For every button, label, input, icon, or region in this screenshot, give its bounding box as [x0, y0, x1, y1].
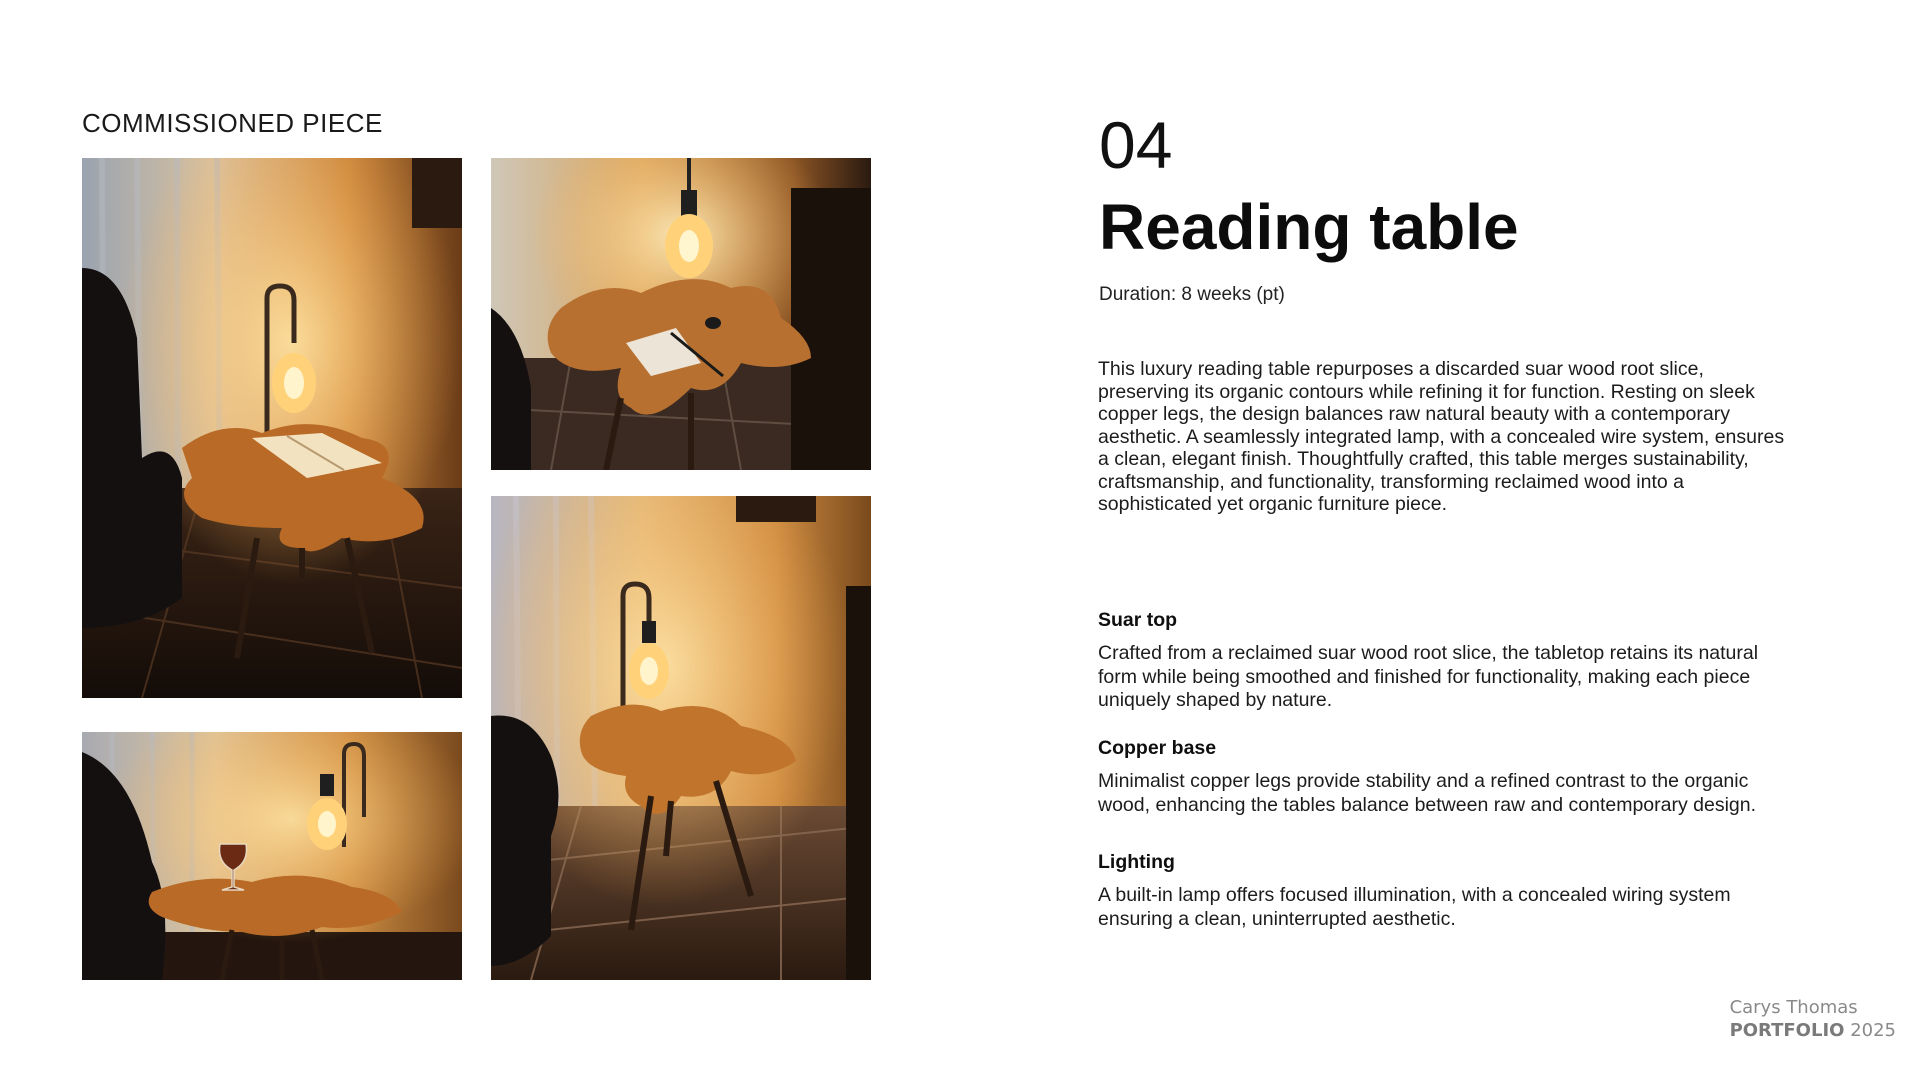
project-title: Reading table: [1099, 191, 1519, 263]
footer-year: 2025: [1850, 1020, 1896, 1041]
footer: [1730, 996, 1896, 1042]
photo-table-with-envelope: [491, 158, 871, 470]
feature-title: Copper base: [1098, 737, 1217, 759]
feature-copper-base: [1098, 737, 1788, 817]
photo-table-with-glass: [82, 732, 462, 980]
project-duration: Duration: 8 weeks (pt): [1099, 284, 1285, 305]
project-description: This luxury reading table repurposes a discarded suar wood root slice, preserving its organic contours while refining it for function. Resting on sleek copper legs, the design balances raw natural beauty with a contemporary aesthetic. A seamlessly integrated lamp, with a concealed wire system, ensures a clean, elegant finish. Thoughtfully crafted, this table merges sustainability, craftsmanship, and functionality, transforming reclaimed wood into a sophisticated yet organic furniture piece.: [1098, 358, 1785, 515]
photo-table-with-lamp: [491, 496, 871, 980]
feature-text: Crafted from a reclaimed suar wood root slice, the tabletop retains its natural form while being smoothed and finished for functionality, making each piece uniquely shaped by nature.: [1098, 642, 1759, 711]
section-label: COMMISSIONED PIECE: [82, 108, 383, 138]
project-number: 04: [1099, 108, 1173, 182]
feature-lighting: [1098, 851, 1788, 931]
feature-text: Minimalist copper legs provide stability and a refined contrast to the organic wood, enhancing the tables balance between raw and contemporary design.: [1098, 770, 1757, 816]
feature-suar-top: [1098, 609, 1788, 713]
photo-table-with-book: [82, 158, 462, 698]
footer-portfolio-label: PORTFOLIO: [1729, 1020, 1845, 1041]
feature-title: Lighting: [1098, 851, 1175, 873]
feature-title: Suar top: [1098, 609, 1178, 631]
footer-portfolio: [1730, 1019, 1896, 1042]
footer-author: Carys Thomas: [1729, 997, 1858, 1018]
feature-text: A built-in lamp offers focused illumination, with a concealed wiring system ensuring a clean, uninterrupted aesthetic.: [1098, 884, 1731, 930]
